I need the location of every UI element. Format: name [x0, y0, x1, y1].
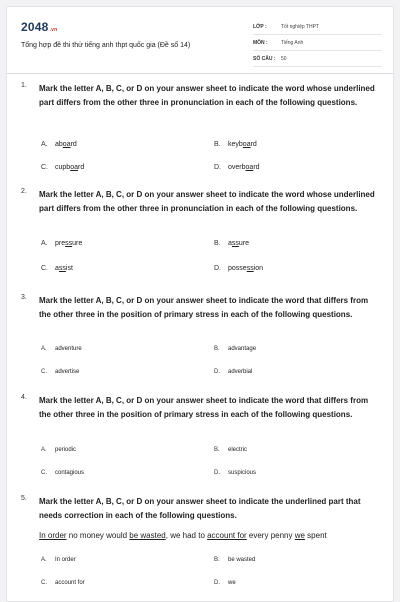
option-letter: B. [214, 141, 221, 148]
site-logo[interactable] [21, 20, 57, 34]
option-text: account for [55, 580, 85, 586]
option-text: we [228, 580, 236, 586]
option-text: a [228, 240, 232, 247]
option-b[interactable] [214, 346, 256, 352]
option-a[interactable] [41, 141, 77, 148]
option-text: advantage [228, 346, 257, 352]
option-letter: A. [41, 240, 48, 247]
underlined-part-a: In order [39, 531, 67, 540]
option-text: rd [253, 164, 260, 171]
option-letter: D. [214, 369, 220, 375]
exam-meta [253, 19, 381, 67]
meta-value: 50 [281, 55, 287, 62]
option-underlined: ss [65, 240, 73, 247]
option-letter: A. [41, 447, 47, 453]
question-number: 1. [21, 82, 27, 89]
logo-text: 2048 [21, 20, 49, 34]
option-letter: B. [214, 557, 220, 563]
question-text: Mark the letter A, B, C, or D on your answer sheet to indicate the word that differs from the other three in the position of primary stress in each of the following questions. [39, 296, 369, 319]
logo-suffix: .vn [49, 27, 58, 33]
option-text: periodic [55, 447, 77, 453]
option-text: be wasted [228, 557, 256, 563]
option-a[interactable] [41, 346, 82, 352]
option-letter: C. [41, 265, 48, 272]
option-letter: B. [214, 447, 220, 453]
option-b[interactable] [214, 557, 255, 563]
meta-row-subject [253, 35, 381, 51]
meta-row-question-count [253, 51, 381, 67]
option-text: rd [250, 141, 257, 148]
option-c[interactable] [41, 265, 73, 272]
question-text: Mark the letter A, B, C, or D on your answer sheet to indicate the underlined part that needs correction in each of the following questions. [39, 497, 361, 520]
underlined-part-b: be wasted [129, 531, 166, 540]
option-underlined: ss [58, 265, 66, 272]
header [7, 7, 393, 73]
option-a[interactable] [41, 240, 82, 247]
sentence-text: no money would [66, 531, 130, 540]
sentence-text: , we had to [165, 531, 208, 540]
underlined-part-c: account for [207, 531, 247, 540]
option-text: ure [238, 240, 250, 247]
option-text: rd [70, 141, 77, 148]
option-text: ion [253, 265, 264, 272]
document-sheet [6, 6, 394, 602]
option-underlined: ss [231, 240, 239, 247]
option-letter: A. [41, 141, 48, 148]
option-d[interactable] [214, 470, 256, 476]
option-letter: C. [41, 164, 48, 171]
option-b[interactable] [214, 240, 249, 247]
question-text: Mark the letter A, B, C, or D on your answer sheet to indicate the word whose underlined part differs from the other three in pronunciation in each of the following questions. [39, 84, 375, 107]
option-c[interactable] [41, 470, 84, 476]
document-title: Tổng hợp đề thi thử tiếng anh thpt quốc gia (Đề số 14) [21, 42, 191, 49]
question-number: 3. [21, 294, 27, 301]
option-text: keyb [228, 141, 243, 148]
option-text: In order [55, 557, 76, 563]
option-c[interactable] [41, 369, 79, 375]
sentence-text: every penny [246, 531, 295, 540]
option-d[interactable] [214, 164, 260, 171]
option-c[interactable] [41, 580, 85, 586]
option-letter: B. [214, 240, 221, 247]
option-text: rd [77, 164, 85, 171]
meta-value: Tốt nghiệp THPT [281, 23, 319, 30]
option-text: ure [72, 240, 83, 247]
sentence-text: spent [304, 531, 327, 540]
meta-label: MÔN : [253, 39, 268, 46]
option-letter: A. [41, 557, 47, 563]
header-divider [7, 73, 393, 74]
question-text: Mark the letter A, B, C, or D on your answer sheet to indicate the word whose underlined part differs from the other three in pronunciation in each of the following questions. [39, 190, 375, 213]
option-text: adventure [55, 346, 82, 352]
option-letter: A. [41, 346, 47, 352]
meta-value: Tiếng Anh [281, 39, 304, 46]
option-text: a [55, 265, 59, 272]
option-text: ist [65, 265, 73, 272]
option-text: suspicious [228, 470, 257, 476]
option-a[interactable] [41, 447, 76, 453]
option-underlined: oa [62, 141, 71, 148]
option-underlined: oa [245, 164, 254, 171]
option-text: overb [228, 164, 246, 171]
meta-label: SỐ CÂU : [253, 55, 276, 62]
question-sentence [39, 531, 379, 540]
option-letter: C. [41, 580, 47, 586]
option-text: cupb [55, 164, 71, 171]
option-letter: C. [41, 470, 47, 476]
option-letter: B. [214, 346, 220, 352]
question-number: 5. [21, 495, 27, 502]
option-letter: D. [214, 164, 221, 171]
option-text: contagious [55, 470, 85, 476]
question-number: 4. [21, 394, 27, 401]
option-underlined: ss [246, 265, 254, 272]
option-text: pre [55, 240, 66, 247]
option-text: advertise [55, 369, 80, 375]
question-number: 2. [21, 188, 27, 195]
meta-row-class [253, 19, 381, 35]
option-underlined: oa [70, 164, 78, 171]
option-d[interactable] [214, 580, 236, 586]
option-letter: D. [214, 580, 220, 586]
option-underlined: oa [242, 141, 251, 148]
question-text: Mark the letter A, B, C, or D on your answer sheet to indicate the word that differs from the other three in the position of primary stress in each of the following questions. [39, 396, 369, 419]
option-letter: C. [41, 369, 47, 375]
option-text: posse [228, 265, 247, 272]
option-d[interactable] [214, 265, 263, 272]
option-a[interactable] [41, 557, 76, 563]
option-text: electric [228, 447, 248, 453]
option-letter: D. [214, 265, 221, 272]
option-text: adverbial [228, 369, 253, 375]
option-letter: D. [214, 470, 220, 476]
option-b[interactable] [214, 447, 247, 453]
underlined-part-d: we [294, 531, 305, 540]
option-c[interactable] [41, 164, 84, 171]
meta-label: LỚP : [253, 23, 267, 30]
option-d[interactable] [214, 369, 252, 375]
option-text: ab [55, 141, 63, 148]
option-b[interactable] [214, 141, 257, 148]
